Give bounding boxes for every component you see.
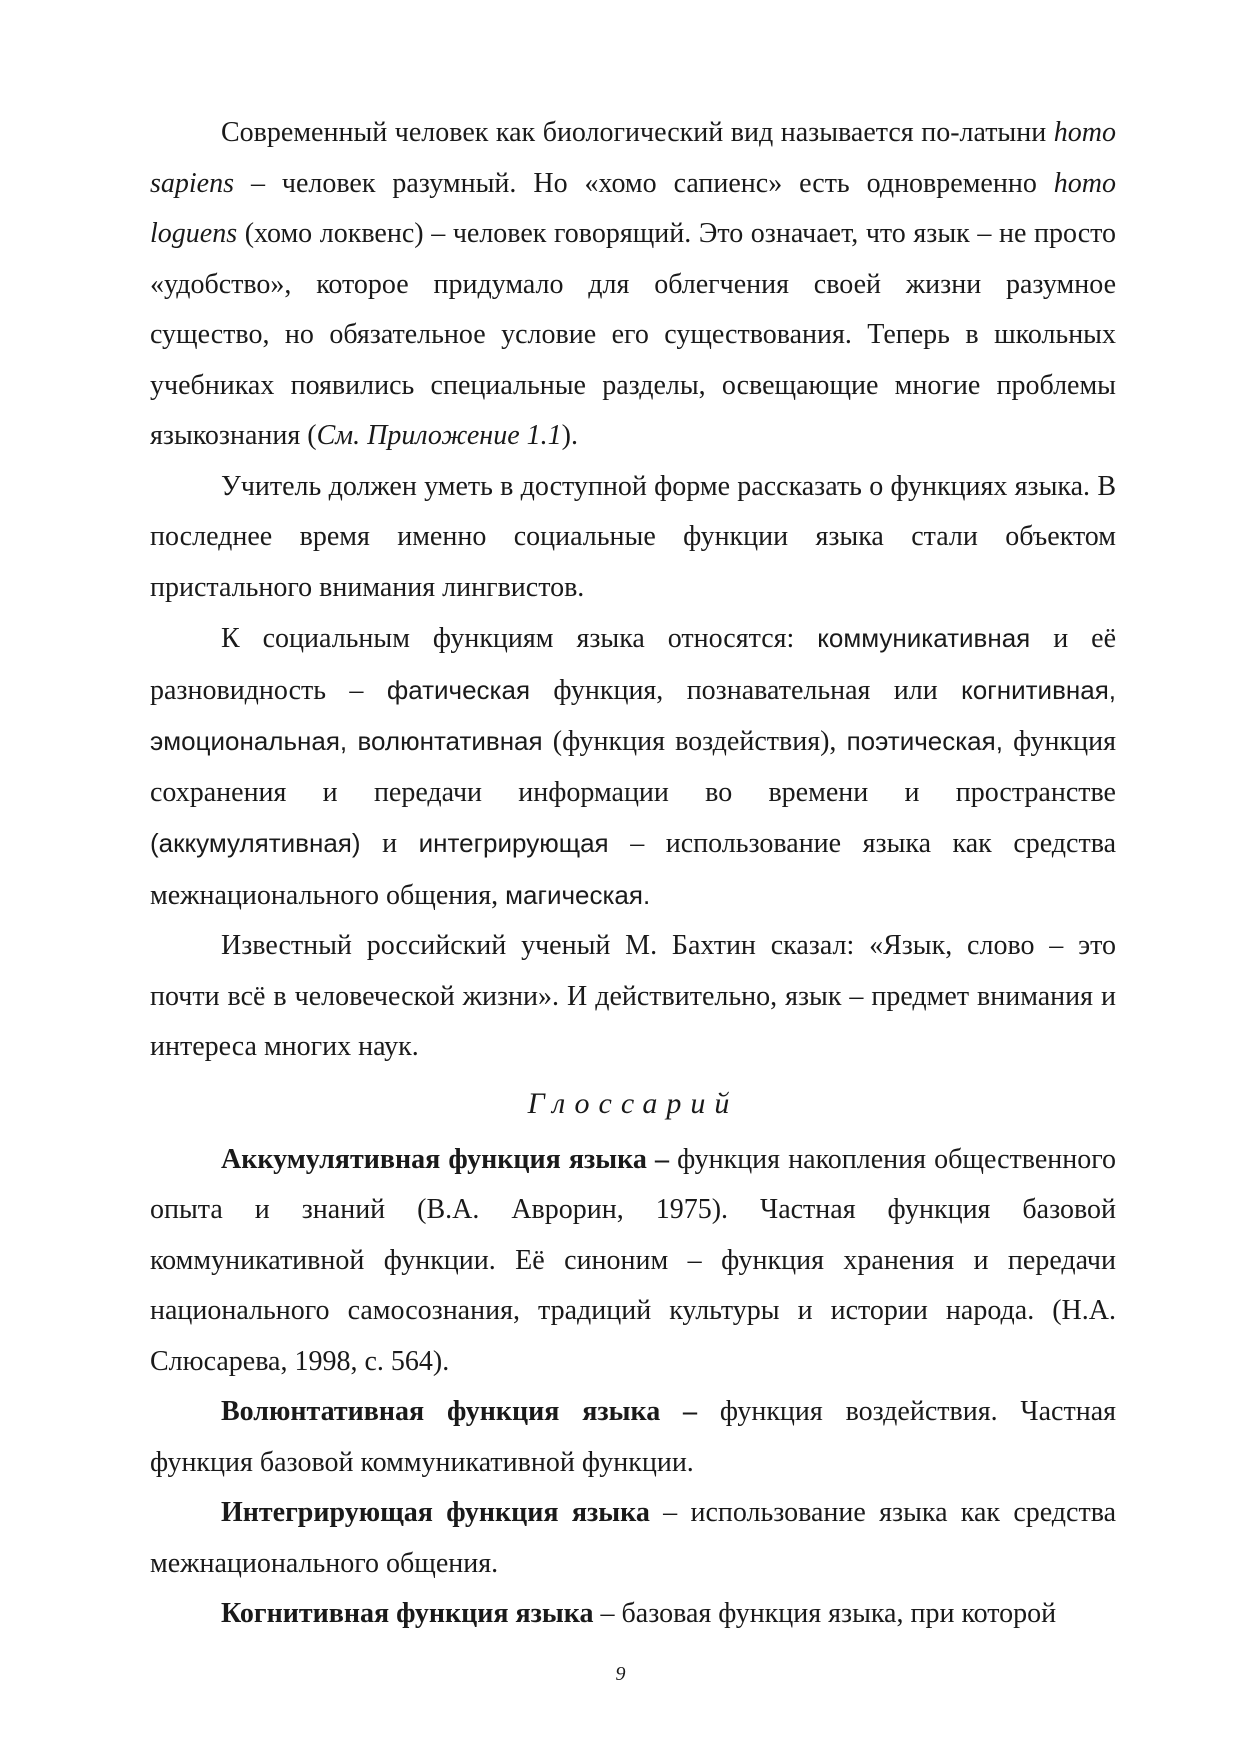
paragraph-social-functions [150,613,1116,921]
text-run: и [360,828,419,859]
glossary-entry [150,1488,1116,1589]
text-run: (хомо локвенс) – человек говорящий. Это означает, что язык – не просто «удобство», которое придумало для облегчения своей жизни разумное существо, но обязательное условие его существования. Теперь в школьных учебниках появились специальные разделы, освещающие многие проблемы языкознания ( [150,218,1116,451]
glossary-term: Волюнтативная функция языка – [221,1396,698,1427]
glossary-term: Аккумулятивная функция языка – [221,1143,670,1175]
function-term: магическая. [505,879,651,910]
glossary-definition: функция воздействия. Частная функция базовой коммуникативной функции. [150,1396,1117,1478]
document-page [150,108,1116,1640]
text-run: ). [561,420,578,451]
function-term: поэтическая, [846,726,1003,756]
text-run: К социальным функциям языка относятся: [221,623,818,654]
latin-term: homo loguens [150,167,1116,249]
glossary-definition: функция накопления общественного опыта и знаний (В.А. Аврорин, 1975). Частная функция базовой коммуникативной функции. Её синоним – функция хранения и передачи национального самосознания, традиций культуры и истории народа. (Н.А. Слюсарева, 1998, с. 564). [150,1143,1116,1377]
glossary-definition: – базовая функция языка, при которой [593,1598,1057,1629]
page-number: 9 [615,1663,626,1685]
glossary-title: Глоссарий [527,1086,739,1120]
glossary-entry [150,1387,1116,1488]
text-run: функция сохранения и передачи информации во времени и пространстве [150,726,1116,808]
text-run: (функция воздействия), [542,726,847,757]
function-term: когнитивная, эмоциональная, волюнтативная [150,674,1116,756]
text-run: функция, познавательная или [530,674,962,706]
paragraph-bakhtin: Известный российский ученый М. Бахтин сказал: «Язык, слово – это почти всё в человеческой жизни». И действительно, язык – предмет внимания и интереса многих наук. [150,930,1116,1062]
text-run: – человек разумный. Но «хомо сапиенс» есть одновременно [234,167,1054,199]
function-term: (аккумулятивная) [150,828,361,858]
text-run: и её разновидность – [150,623,1117,706]
text-run: Современный человек как биологический вид называется по-латыни [221,117,1054,148]
glossary-term: Интегрирующая функция языка [221,1497,650,1528]
function-term: фатическая [386,674,531,705]
glossary-term: Когнитивная функция языка [221,1598,594,1629]
glossary-definition: – использование языка как средства межнационального общения. [150,1497,1116,1579]
paragraph-homo-sapiens [150,108,1116,462]
paragraph-teacher: Учитель должен уметь в доступной форме рассказать о функциях языка. В последнее время именно социальные функции языка стали объектом пристального внимания лингвистов. [150,470,1116,603]
function-term: интегрирующая [418,828,609,858]
function-term: коммуникативная [817,623,1031,653]
glossary-entry [150,1589,1116,1640]
appendix-reference: См. Приложение 1.1 [316,420,562,451]
text-run: – использование языка как средства межнационального общения, [150,828,1116,911]
latin-term: homo sapiens [150,117,1116,199]
glossary-entry [150,1135,1116,1388]
